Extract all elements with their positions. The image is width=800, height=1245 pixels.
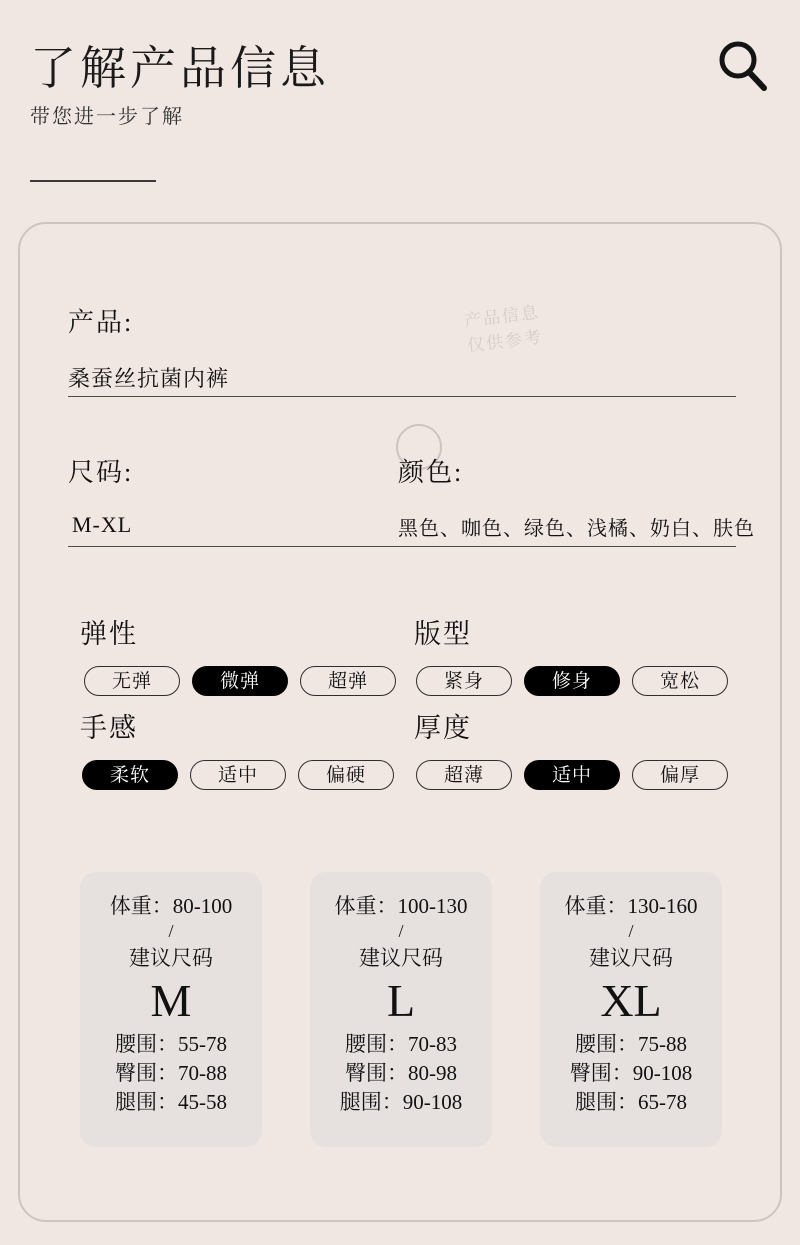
chip-fit-0[interactable]: 紧身: [416, 666, 512, 696]
size-card-xl: [540, 872, 722, 1147]
chip-elasticity-1[interactable]: 微弹: [192, 666, 288, 696]
page-title: 了解产品信息: [30, 43, 330, 94]
size-color-underline: [68, 546, 736, 547]
attr-title-fit: 版型: [414, 619, 472, 649]
size-card-l-name: L: [386, 975, 416, 1026]
color-value: 黑色、咖色、绿色、浅橘、奶白、肤色: [398, 518, 755, 540]
size-card-l-leg: 腿围：90-108: [339, 1090, 463, 1114]
size-card-l: [310, 872, 492, 1147]
size-card-l-weight: 体重：100-130: [334, 894, 468, 918]
size-card-m-leg: 腿围：45-58: [115, 1090, 227, 1114]
chip-feel-2[interactable]: 偏硬: [298, 760, 394, 790]
size-card-xl-name: XL: [600, 975, 662, 1026]
attr-title-elasticity: 弹性: [80, 619, 138, 649]
color-label: 颜色:: [398, 458, 464, 487]
watermark-text: 产品信息 仅供参考: [463, 302, 544, 356]
size-card-m-waist: 腰围：55-78: [115, 1032, 227, 1056]
size-card-m-slash: /: [168, 921, 174, 941]
product-info-card: [18, 222, 782, 1222]
chip-elasticity-2[interactable]: 超弹: [300, 666, 396, 696]
size-card-l-slash: /: [398, 921, 404, 941]
size-card-m-weight: 体重：80-100: [109, 894, 233, 918]
size-card-m: [80, 872, 262, 1147]
size-card-l-waist: 腰围：70-83: [345, 1032, 457, 1056]
page-header: [0, 0, 800, 200]
size-card-xl-waist: 腰围：75-88: [575, 1032, 687, 1056]
size-card-l-hip: 臀围：80-98: [345, 1061, 457, 1085]
chip-thickness-2[interactable]: 偏厚: [632, 760, 728, 790]
size-card-xl-weight: 体重：130-160: [564, 894, 698, 918]
attr-title-feel: 手感: [80, 713, 138, 743]
chip-fit-2[interactable]: 宽松: [632, 666, 728, 696]
attr-title-thickness: 厚度: [414, 713, 472, 743]
size-card-xl-leg: 腿围：65-78: [575, 1090, 687, 1114]
size-card-l-recommend-label: 建议尺码: [359, 946, 443, 970]
size-card-xl-hip: 臀围：90-108: [569, 1061, 693, 1085]
product-value: 桑蚕丝抗菌内裤: [68, 366, 230, 391]
size-card-xl-slash: /: [628, 921, 634, 941]
chip-thickness-1[interactable]: 适中: [524, 760, 620, 790]
size-label: 尺码:: [68, 458, 134, 487]
size-card-xl-recommend-label: 建议尺码: [589, 946, 673, 970]
product-underline: [68, 396, 736, 397]
header-divider: [30, 180, 156, 182]
size-value: M-XL: [72, 512, 133, 537]
size-card-m-hip: 臀围：70-88: [115, 1061, 227, 1085]
chip-fit-1[interactable]: 修身: [524, 666, 620, 696]
size-card-m-recommend-label: 建议尺码: [129, 946, 213, 970]
chip-feel-0[interactable]: 柔软: [82, 760, 178, 790]
size-card-m-name: M: [150, 975, 192, 1026]
page-subtitle: 带您进一步了解: [30, 106, 184, 128]
chip-feel-1[interactable]: 适中: [190, 760, 286, 790]
product-label: 产品:: [68, 308, 134, 337]
chip-elasticity-0[interactable]: 无弹: [84, 666, 180, 696]
chip-thickness-0[interactable]: 超薄: [416, 760, 512, 790]
search-icon[interactable]: [712, 36, 772, 96]
